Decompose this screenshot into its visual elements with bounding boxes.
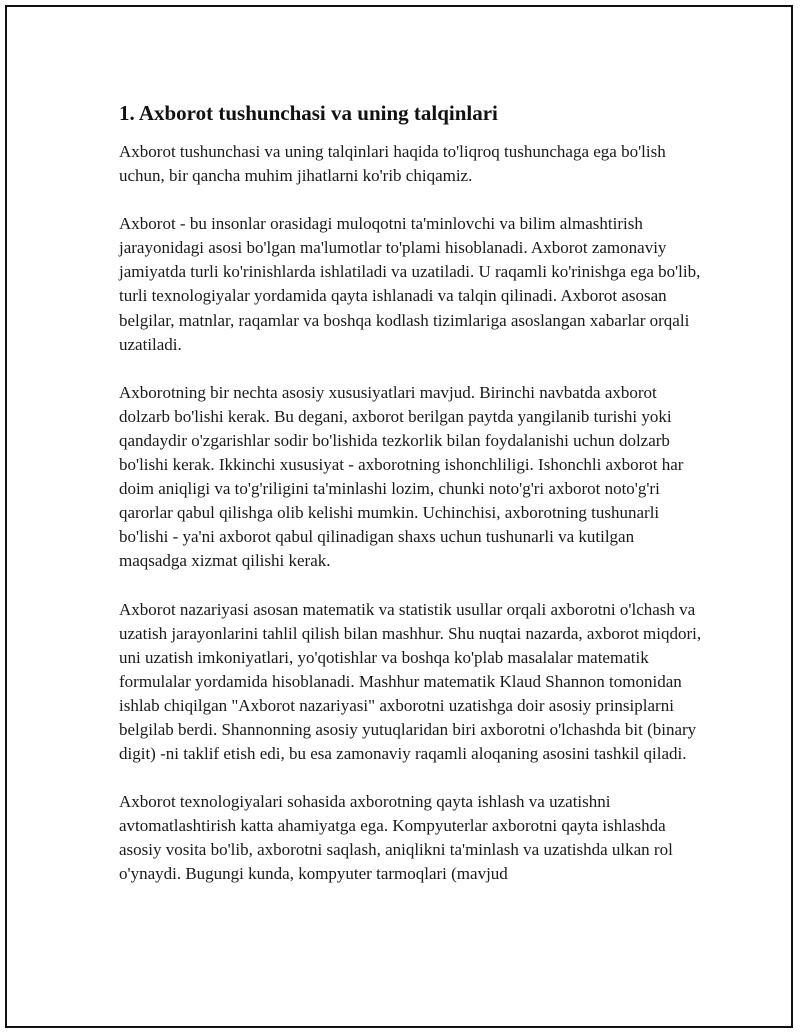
document-page bbox=[5, 5, 793, 1028]
paragraph-properties: Axborotning bir nechta asosiy xususiyatlari mavjud. Birinchi navbatda axborot dolzarb bo'lishi kerak. Bu degani, axborot berilgan paytda yangilanib turishi yoki qandaydir o'zgarishlar sodir bo'lishida tezkorlik bilan foydalanishi uchun dolzarb bo'lishi kerak. Ikkinchi xususiyat - axborotning ishonchliligi. Ishonchli axborot har doim aniqligi va to'g'riligini ta'minlashi lozim, chunki noto'g'ri axborot noto'g'ri qarorlar qabul qilishga olib kelishi mumkin. Uchinchisi, axborotning tushunarli bo'lishi - ya'ni axborot qabul qilinadigan shaxs uchun tushunarli va kutilgan maqsadga xizmat qilishi kerak. bbox=[119, 382, 684, 571]
paragraph-definition: Axborot - bu insonlar orasidagi muloqotni ta'minlovchi va bilim almashtirish jarayonidagi asosi bo'lgan ma'lumotlar to'plami hisoblanadi. Axborot zamonaviy jamiyatda turli ko'rinishlarda ishlatiladi va uzatiladi. U raqamli ko'rinishga ega bo'lib, turli texnologiyalar yordamida qayta ishlanadi va talqin qilinadi. Axborot asosan belgilar, matnlar, raqamlar va boshqa kodlash tizimlariga asoslangan xabarlar orqali uzatiladi. bbox=[119, 214, 701, 354]
paragraph-intro: Axborot tushunchasi va uning talqinlari haqida to'liqroq tushunchaga ega bo'lish uchun, bir qancha muhim jihatlarni ko'rib chiqamiz. bbox=[119, 142, 666, 186]
paragraph-information-technology: Axborot texnologiyalari sohasida axborotning qayta ishlash va uzatishni avtomatlashtirish katta ahamiyatga ega. Kompyuterlar axborotni qayta ishlashda asosiy vosita bo'lib, axborotni saqlash, aniqlikni ta'minlash va uzatishda ulkan rol o'ynaydi. Bugungi kunda, kompyuter tarmoqlari (mavjud bbox=[119, 792, 673, 884]
paragraph-information-theory: Axborot nazariyasi asosan matematik va statistik usullar orqali axborotni o'lchash va uzatish jarayonlarini tahlil qilish bilan mashhur. Shu nuqtai nazarda, axborot miqdori, uni uzatish imkoniyatlari, yo'qotishlar va boshqa ko'plab masalalar matematik formulalar yordamida hisoblanadi. Mashhur matematik Klaud Shannon tomonidan ishlab chiqilgan "Axborot nazariyasi" axborotni uzatishga doir asosiy prinsiplarni belgilab berdi. Shannonning asosiy yutuqlaridan biri axborotni o'lchashda bit (binary digit) -ni taklif etish edi, bu esa zamonaviy raqamli aloqaning asosini tashkil qiladi. bbox=[119, 599, 702, 764]
section-heading: 1. Axborot tushunchasi va uning talqinlari bbox=[119, 101, 498, 125]
document-body bbox=[119, 99, 704, 911]
